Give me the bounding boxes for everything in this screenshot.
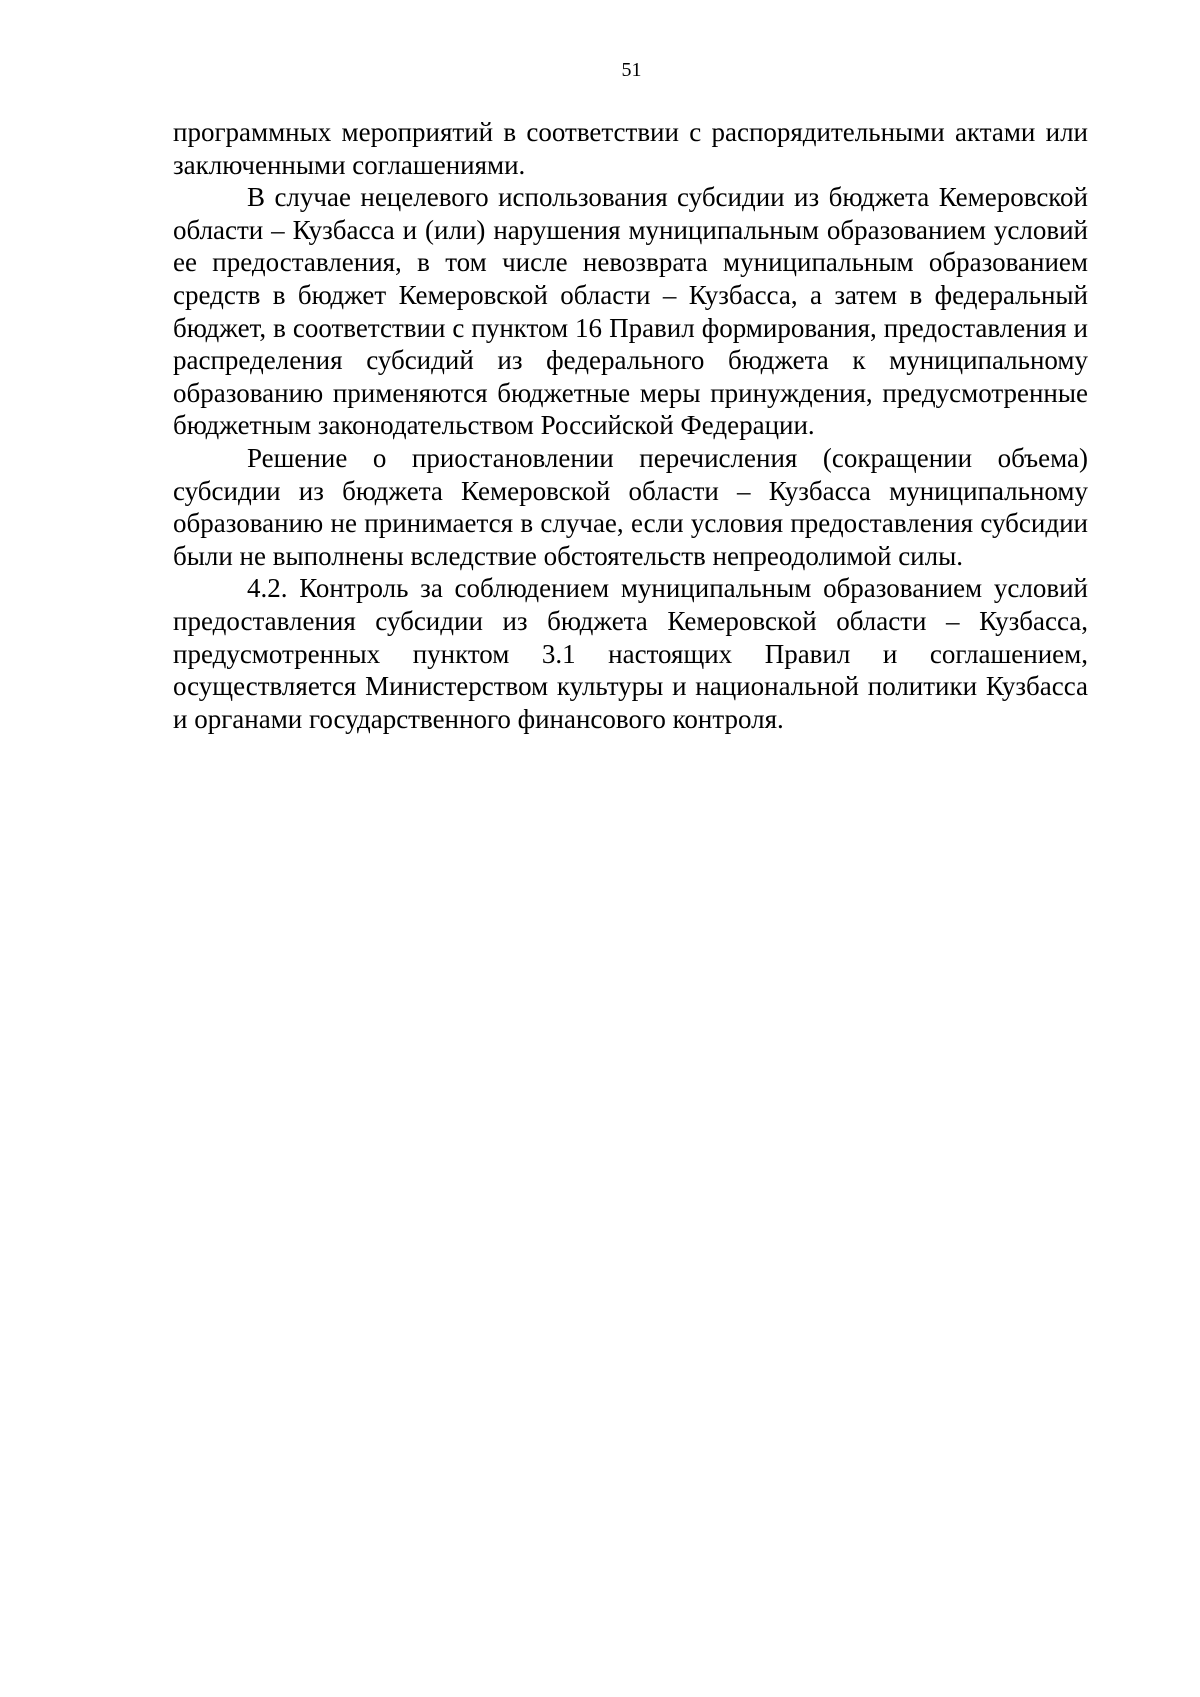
paragraph-misuse-of-subsidy: В случае нецелевого использования субсидии из бюджета Кемеровской области – Кузбасса и (или) нарушения муниципальным образованием условий ее предоставления, в том числе невозврата муниципальным образованием средств в бюджет Кемеровской области – Кузбасса, а затем в федеральный бюджет, в соответствии с пунктом 16 Правил формирования, предоставления и распределения субсидий из федерального бюджета к муниципальному образованию применяются бюджетные меры принуждения, предусмотренные бюджетным законодательством Российской Федерации. (173, 182, 1088, 441)
page-number: 51 (621, 59, 642, 81)
paragraph-continuation: программных мероприятий в соответствии с распорядительными актами или заключенными соглашениями. (173, 117, 1088, 180)
paragraph-section-4-2-control: 4.2. Контроль за соблюдением муниципальным образованием условий предоставления субсидии из бюджета Кемеровской области – Кузбасса, предусмотренных пунктом 3.1 настоящих Правил и соглашением, осуществляется Министерством культуры и национальной политики Кузбасса и органами государственного финансового контроля. (173, 573, 1088, 734)
document-body (173, 116, 1088, 735)
paragraph-suspension-decision: Решение о приостановлении перечисления (сокращении объема) субсидии из бюджета Кемеровской области – Кузбасса муниципальному образованию не принимается в случае, если условия предоставления субсидии были не выполнены вследствие обстоятельств непреодолимой силы. (173, 442, 1088, 571)
